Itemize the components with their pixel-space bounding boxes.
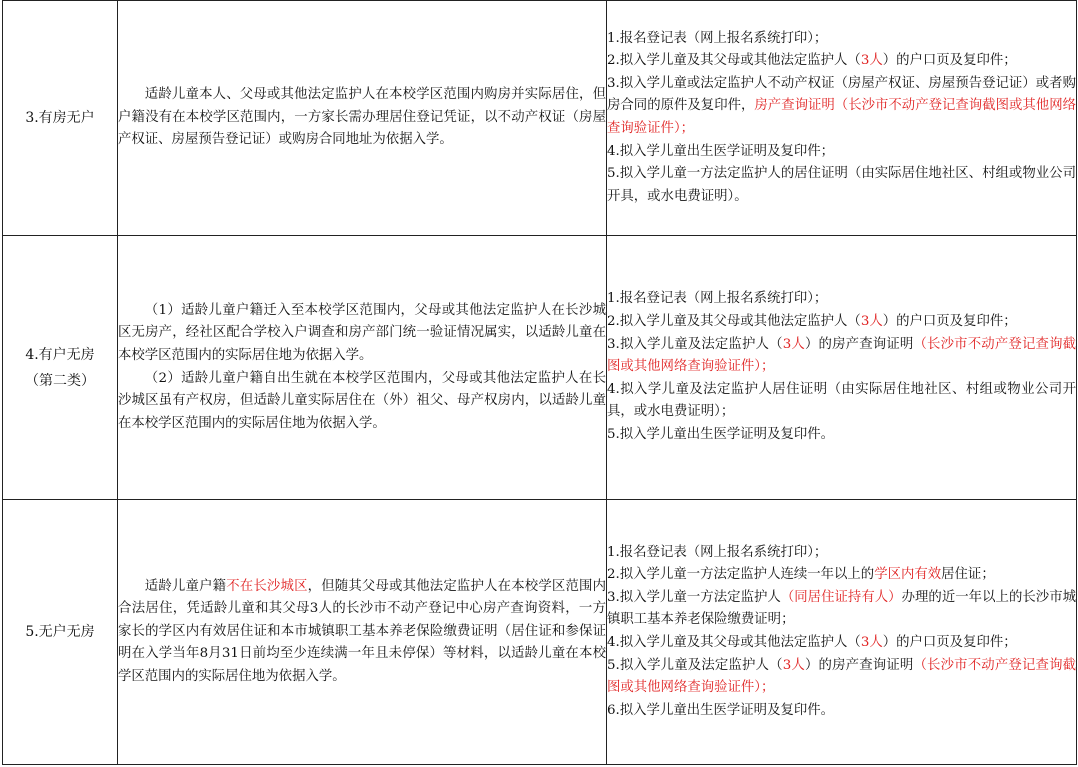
documents-cell (607, 500, 1077, 765)
document-item: 3.拟入学儿童及法定监护人（3人）的房产查询证明（长沙市不动产登记查询截图或其他网络查询验证件）； (607, 336, 1077, 375)
document-item: 2.拟入学儿童及其父母或其他法定监护人（3人）的户口页及复印件； (607, 314, 1017, 330)
table-row-3 (3, 1, 1077, 236)
document-item: 5.拟入学儿童一方法定监护人的居住证明（由实际居住地社区、村组或物业公司开具，或水电费证明）。 (607, 166, 1076, 204)
condition-paragraph: 适龄儿童户籍不在长沙城区，但随其父母或其他法定监护人在本校学区范围内合法居住，凭适龄儿童和其父母3人的长沙市不动产登记中心房产查询资料，一方家长的学区内有效居住证和本市城镇职工基本养老保险缴费证明（居住证和参保证明在入学当年8月31日前均至少连续满一年且未停保）等材料，以适龄儿童在本校学区范围内的实际居住地为依据入学。 (118, 578, 607, 684)
document-item: 2.拟入学儿童及其父母或其他法定监护人（3人）的户口页及复印件； (607, 53, 1017, 69)
category-label: 5.无户无房 (25, 624, 95, 640)
document-item: 3.拟入学儿童一方法定监护人（同居住证持有人）办理的近一年以上的长沙市城镇职工基本养老保险缴费证明； (607, 589, 1077, 628)
condition-cell (118, 236, 607, 500)
enrollment-requirements-table (2, 0, 1077, 765)
condition-paragraph: 适龄儿童本人、父母或其他法定监护人在本校学区范围内购房并实际居住，但户籍没有在本校学区范围内，一方家长需办理居住登记凭证，以不动产权证（房屋产权证、房屋预告登记证）或购房合同地址为依据入学。 (118, 87, 606, 148)
document-item: 5.拟入学儿童及法定监护人（3人）的房产查询证明（长沙市不动产登记查询截图或其他网络查询验证件）； (607, 657, 1077, 696)
table-row-5 (3, 500, 1077, 765)
category-sublabel: （第二类） (25, 372, 95, 389)
document-item: 6.拟入学儿童出生医学证明及复印件。 (607, 702, 835, 718)
condition-cell (118, 500, 607, 765)
document-item: 1.报名登记表（网上报名系统打印）； (607, 544, 828, 560)
table-row-4 (3, 236, 1077, 500)
category-label: 4.有户无房 (25, 346, 95, 363)
document-item: 3.拟入学儿童或法定监护人不动产权证（房屋产权证、房屋预告登记证）或者购房合同的原件及复印件，房产查询证明（长沙市不动产登记查询截图或其他网络查询验证件）； (607, 75, 1077, 136)
condition-paragraph: （1）适龄儿童户籍迁入至本校学区范围内，父母或其他法定监护人在长沙城区无房产，经社区配合学校入户调查和房产部门统一验证情况属实，以适龄儿童在本校学区范围内的实际居住地为依据入学。 (118, 302, 606, 363)
documents-cell (607, 236, 1077, 500)
document-item: 4.拟入学儿童出生医学证明及复印件； (607, 143, 835, 159)
category-label: 3.有房无户 (25, 110, 95, 126)
condition-paragraph: （2）适龄儿童户籍自出生就在本校学区范围内，父母或其他法定监护人在长沙城区虽有产权房，但适龄儿童实际居住在（外）祖父、母产权房内，以适龄儿童在本校学区范围内的实际居住地为依据入学。 (118, 370, 606, 431)
category-cell (3, 1, 118, 236)
category-cell (3, 236, 118, 500)
document-item: 5.拟入学儿童出生医学证明及复印件。 (607, 426, 835, 442)
document-item: 2.拟入学儿童一方法定监护人连续一年以上的学区内有效居住证； (607, 567, 995, 583)
condition-cell (118, 1, 607, 236)
document-item: 4.拟入学儿童及其父母或其他法定监护人（3人）的户口页及复印件； (607, 635, 1017, 650)
document-item: 4.拟入学儿童及法定监护人居住证明（由实际居住地社区、村组或物业公司开具，或水电费证明）； (607, 381, 1076, 420)
document-item: 1.报名登记表（网上报名系统打印）； (607, 30, 828, 46)
document-item: 1.报名登记表（网上报名系统打印）； (607, 291, 828, 307)
category-cell (3, 500, 118, 765)
documents-cell (607, 1, 1077, 236)
